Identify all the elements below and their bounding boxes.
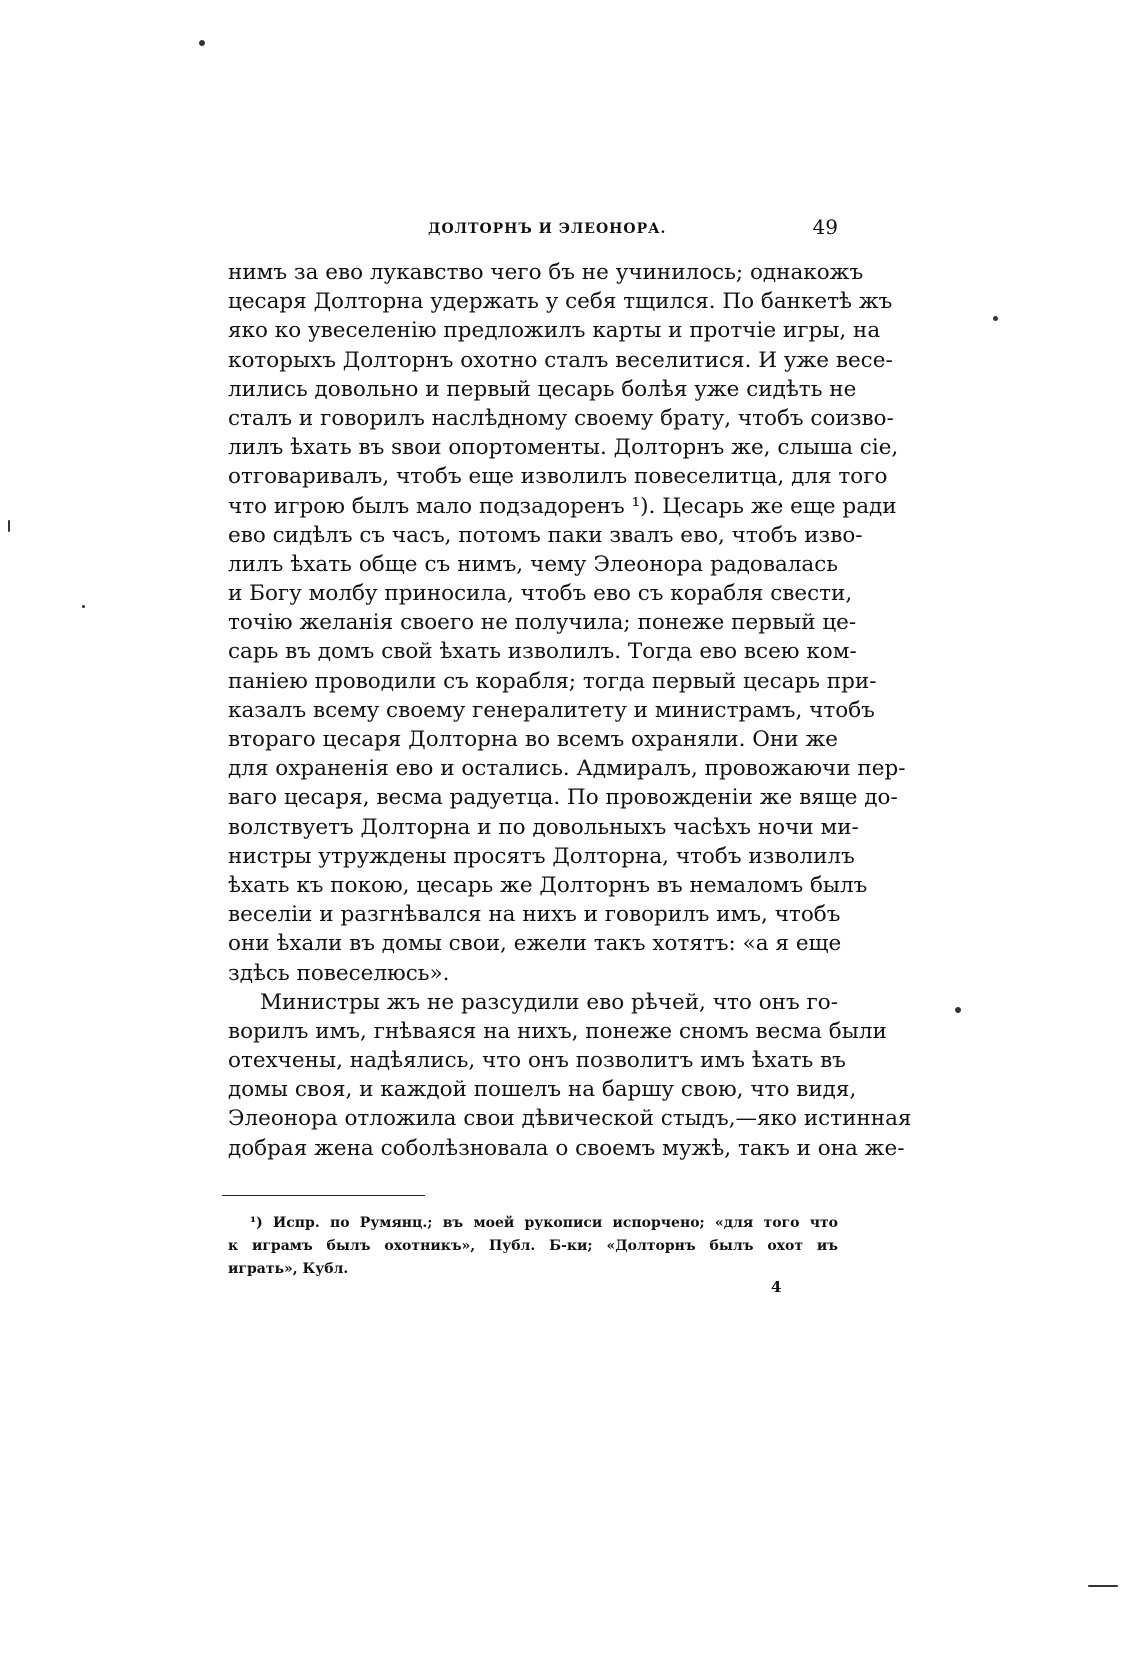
footnotes bbox=[228, 1212, 838, 1281]
text-line: отговаривалъ, чтобъ еще изволилъ повеселитца, для того bbox=[228, 464, 888, 490]
text-line: яко ко увеселенію предложилъ карты и протчіе игры, на bbox=[228, 318, 881, 344]
signature-mark: 4 bbox=[771, 1278, 782, 1296]
text-line: ворилъ имъ, гнѣваяся на нихъ, понеже сномъ весма были bbox=[228, 1018, 887, 1044]
text-line: они ѣхали въ домы свои, ежели такъ хотятъ: «а я еще bbox=[228, 931, 842, 957]
footnote-line: играть», Кубл. bbox=[228, 1261, 349, 1277]
footnote-line: ¹) Испр. по Румянц.; въ моей рукописи испорчено; «для того что bbox=[250, 1215, 838, 1231]
text-line: отехчены, надѣялись, что онъ позволитъ имъ ѣхать въ bbox=[228, 1048, 846, 1074]
text-line: лилъ ѣхать въ ѕвои опортоменты. Долторнъ же, слыша сіе, bbox=[228, 435, 899, 461]
text-line: веселіи и разгнѣвался на нихъ и говорилъ имъ, чтобъ bbox=[228, 902, 841, 928]
scan-speck bbox=[82, 605, 85, 608]
scan-speck bbox=[1088, 1585, 1118, 1587]
text-line: точію желанія своего не получила; понеже первый це- bbox=[228, 610, 857, 636]
scan-speck bbox=[8, 520, 10, 532]
text-line: Элеонора отложила свои дѣвической стыдъ,—яко истинная bbox=[228, 1106, 912, 1132]
text-line: здѣсь повеселюсь». bbox=[228, 960, 450, 986]
text-line: нистры утруждены просятъ Долторна, чтобъ изволилъ bbox=[228, 843, 855, 869]
text-line: лилъ ѣхать обще съ нимъ, чему Элеонора радовалась bbox=[228, 551, 838, 577]
text-line: паніею проводили съ корабля; тогда первый цесарь при- bbox=[228, 668, 877, 694]
footnote-line: к играмъ былъ охотникъ», Публ. Б-ки; «Долторнъ былъ охот иъ bbox=[228, 1238, 838, 1254]
text-line: и Богу молбу приносила, чтобъ ево съ корабля свести, bbox=[228, 581, 853, 607]
body-text bbox=[228, 258, 912, 1163]
text-line: ево сидѣлъ съ часъ, потомъ паки звалъ ево, чтобъ изво- bbox=[228, 522, 863, 548]
footnote-divider bbox=[222, 1195, 425, 1196]
scan-speck bbox=[199, 40, 205, 46]
scan-speck bbox=[993, 316, 998, 321]
text-line: волствуетъ Долторна и по довольныхъ часѣхъ ночи ми- bbox=[228, 814, 859, 840]
text-line: ѣхать къ покою, цесарь же Долторнъ въ немаломъ былъ bbox=[228, 872, 868, 898]
text-line: цесаря Долторна удержать у себя тщился. По банкетѣ жъ bbox=[228, 289, 893, 315]
text-line: нимъ за ево лукавство чего бъ не учинилось; однакожъ bbox=[228, 260, 864, 285]
text-line: для охраненія ево и остались. Адмиралъ, провожаючи пер- bbox=[228, 756, 906, 782]
text-line: казалъ всему своему генералитету и министрамъ, чтобъ bbox=[228, 697, 875, 723]
text-line: что игрою былъ мало подзадоренъ ¹). Цесарь же еще ради bbox=[228, 493, 897, 519]
text-line: добрая жена соболѣзновала о своемъ мужѣ, такъ и она же- bbox=[228, 1135, 905, 1161]
text-line: ваго цесаря, весма радуетца. По провожденіи же вяще до- bbox=[228, 785, 898, 811]
text-line: втораго цесаря Долторна во всемъ охраняли. Они же bbox=[228, 727, 838, 752]
text-line: сталъ и говорилъ наслѣдному своему брату, чтобъ соизво- bbox=[228, 405, 894, 431]
text-line: сарь въ домъ свой ѣхать изволилъ. Тогда ево всею ком- bbox=[228, 639, 857, 665]
text-line: которыхъ Долторнъ охотно сталъ веселитися. И уже весе- bbox=[228, 347, 893, 373]
header-title: ДОЛТОРНЪ И ЭЛЕОНОРА. bbox=[428, 221, 667, 237]
scan-speck bbox=[955, 1007, 961, 1013]
text-line: лились довольно и первый цесарь болѣя уже сидѣть не bbox=[228, 376, 857, 402]
text-line: домы своя, и каждой пошелъ на баршу свою, что видя, bbox=[228, 1077, 857, 1103]
page-number: 49 bbox=[812, 215, 838, 239]
running-header bbox=[228, 215, 838, 249]
paragraph-start-line: Министры жъ не разсудили ево рѣчей, что онъ го- bbox=[260, 989, 838, 1015]
